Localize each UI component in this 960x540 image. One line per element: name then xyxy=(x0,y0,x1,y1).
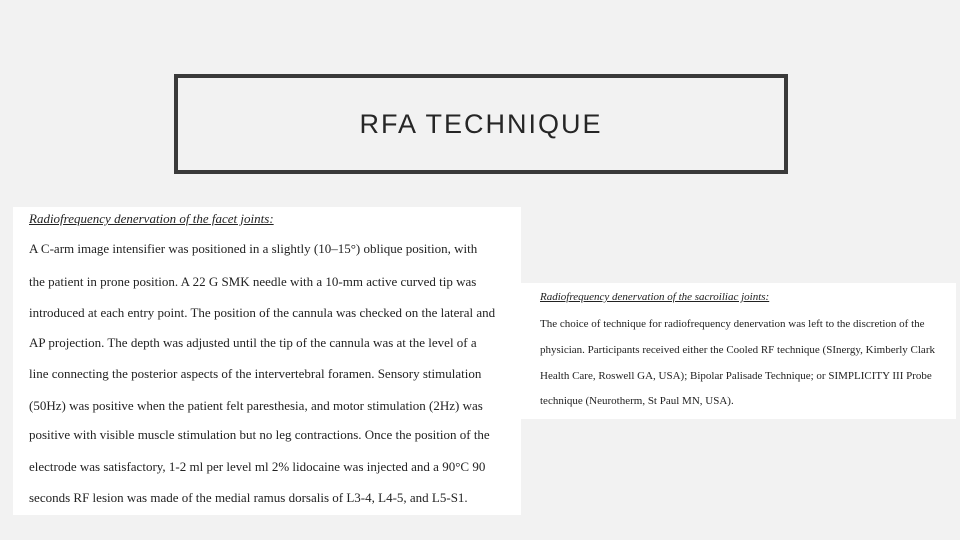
sacroiliac-line: technique (Neurotherm, St Paul MN, USA). xyxy=(540,395,734,407)
sacroiliac-line: Health Care, Roswell GA, USA); Bipolar Palisade Technique; or SIMPLICITY III Probe xyxy=(540,370,932,382)
facet-heading: Radiofrequency denervation of the facet joints: xyxy=(29,211,274,226)
facet-line: line connecting the posterior aspects of the intervertebral foramen. Sensory stimulation xyxy=(29,366,482,381)
sacroiliac-joints-excerpt xyxy=(520,283,956,419)
facet-line: (50Hz) was positive when the patient felt paresthesia, and motor stimulation (2Hz) was xyxy=(29,398,483,413)
facet-line: seconds RF lesion was made of the medial ramus dorsalis of L3-4, L4-5, and L5-S1. xyxy=(29,490,468,505)
facet-line: AP projection. The depth was adjusted until the tip of the cannula was at the level of a xyxy=(29,335,477,350)
facet-joints-excerpt xyxy=(13,207,521,515)
facet-line: electrode was satisfactory, 1-2 ml per level ml 2% lidocaine was injected and a 90°C 90 xyxy=(29,459,486,474)
slide-title: RFA TECHNIQUE xyxy=(359,108,603,139)
title-box xyxy=(174,74,788,174)
sacroiliac-line: physician. Participants received either the Cooled RF technique (SInergy, Kimberly Clark xyxy=(540,344,935,356)
sacroiliac-line: The choice of technique for radiofrequency denervation was left to the discretion of the xyxy=(540,318,925,330)
sacroiliac-heading: Radiofrequency denervation of the sacroiliac joints: xyxy=(540,291,770,303)
facet-line: positive with visible muscle stimulation but no leg contractions. Once the position of the xyxy=(29,427,490,442)
facet-line: A C-arm image intensifier was positioned in a slightly (10–15°) oblique position, with xyxy=(29,241,478,256)
facet-line: the patient in prone position. A 22 G SMK needle with a 10-mm active curved tip was xyxy=(29,274,477,289)
facet-line: introduced at each entry point. The position of the cannula was checked on the lateral and xyxy=(29,305,496,320)
